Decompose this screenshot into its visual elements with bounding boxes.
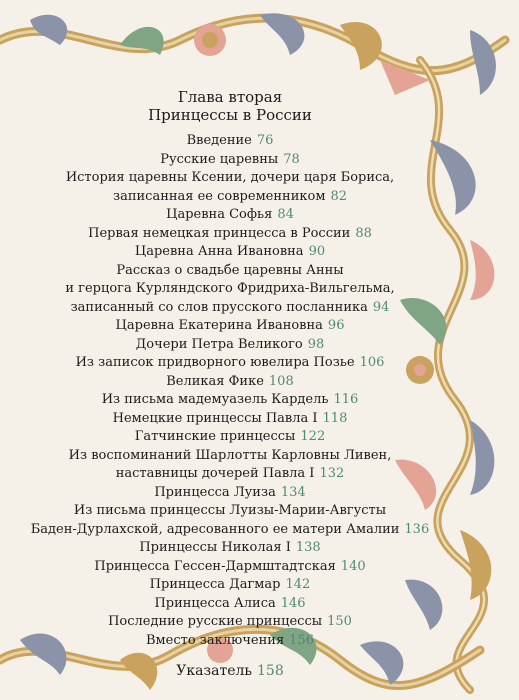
toc-entry-line xyxy=(30,539,430,558)
toc-entry-line xyxy=(30,317,430,336)
toc-entry-label: Царевна Анна Ивановна xyxy=(134,244,304,259)
toc-entry-label: Немецкие принцессы Павла I xyxy=(112,410,318,426)
toc-entry-label: Великая Фике xyxy=(166,373,264,389)
toc-entry-line xyxy=(30,465,430,484)
toc-entry-page: 150 xyxy=(327,614,352,629)
toc-entry-label: Вместо заключения xyxy=(146,632,285,648)
toc-entry-page: 142 xyxy=(285,577,311,592)
toc-entry-page: 76 xyxy=(256,133,274,148)
toc-entry-page: 106 xyxy=(359,355,385,370)
toc-entry-label: История царевны Ксении, дочери царя Бориса, xyxy=(65,170,395,185)
toc-entry-page: 82 xyxy=(330,188,347,204)
toc-entry-page: 78 xyxy=(283,151,300,167)
toc-entry-line xyxy=(30,188,430,207)
toc-entry-label: Баден-Дурлахской, адресованного ее матери Амалии xyxy=(30,521,400,537)
toc-entry-line xyxy=(30,225,430,244)
toc-entry-page: 140 xyxy=(340,558,366,574)
toc-entry-label: Из письма мадемуазель Кардель xyxy=(101,392,329,407)
toc-entry-page: 118 xyxy=(322,410,348,426)
toc-entry-line xyxy=(30,354,430,373)
toc-entry-line xyxy=(30,243,430,262)
toc-entry-page: 138 xyxy=(295,540,321,555)
toc-entry-line xyxy=(30,521,430,540)
toc-entry-line xyxy=(30,299,430,318)
toc-entry-label: Введение xyxy=(186,133,252,148)
toc-entry-label: Принцессы Николая I xyxy=(139,540,291,555)
toc-entry-line xyxy=(30,502,430,521)
toc-entry-line xyxy=(30,576,430,595)
toc-entry-line xyxy=(30,391,430,410)
toc-entry-label: Дочери Петра Великого xyxy=(135,336,303,352)
toc-entry-line xyxy=(30,447,430,466)
toc-entries xyxy=(30,132,430,650)
toc-entry-line xyxy=(30,595,430,614)
toc-entry-line xyxy=(30,151,430,170)
toc-entry-line xyxy=(30,169,430,188)
toc-entry-page: 96 xyxy=(327,318,345,333)
toc-entry-label: Принцесса Дагмар xyxy=(149,577,281,592)
toc-entry-page: 84 xyxy=(277,207,294,222)
toc-entry-line xyxy=(30,132,430,151)
toc-entry-page: 156 xyxy=(289,632,314,648)
toc-entry-page: 132 xyxy=(319,466,345,481)
toc-entry-page: 108 xyxy=(268,373,294,389)
chapter-heading xyxy=(30,88,430,124)
toc-entry-line xyxy=(30,410,430,429)
toc-entry-label: Из записок придворного ювелира Позье xyxy=(75,355,355,370)
toc-entry-label: Принцесса Гессен-Дармштадтская xyxy=(94,558,336,574)
toc-entry-label: Царевна Екатерина Ивановна xyxy=(115,318,323,333)
toc-entry-label: Первая немецкая принцесса в России xyxy=(88,225,351,241)
toc-entry-line xyxy=(30,262,430,281)
chapter-title: Принцессы в России xyxy=(148,106,312,124)
toc-entry-page: 90 xyxy=(308,244,326,259)
toc-entry-line xyxy=(30,336,430,355)
toc-entry-label: Из письма принцессы Луизы-Марии-Августы xyxy=(73,503,387,518)
toc-entry-label: записанный со слов прусского посланника xyxy=(70,299,368,315)
toc-entry-page: 134 xyxy=(280,484,306,500)
toc-entry-page: 122 xyxy=(300,429,326,444)
toc-entry-line xyxy=(30,484,430,503)
toc-entry-line xyxy=(30,632,430,651)
toc-entry-label: Принцесса Алиса xyxy=(154,595,276,611)
toc-entry-label: записанная ее современником xyxy=(113,188,326,204)
toc-entry-page: 146 xyxy=(280,595,306,611)
toc-entry-index xyxy=(30,662,430,681)
toc-entry-line xyxy=(30,428,430,447)
toc-entry-page: 88 xyxy=(355,225,372,241)
toc-entry-page: 98 xyxy=(307,336,325,352)
toc-entry-label: Гатчинские принцессы xyxy=(134,429,296,444)
toc-entry-page: 136 xyxy=(404,521,430,537)
toc-entry-line xyxy=(30,206,430,225)
chapter-number: Глава вторая xyxy=(177,88,283,106)
table-of-contents xyxy=(30,88,430,681)
toc-entry-label: и герцога Курляндского Фридриха-Вильгельма, xyxy=(65,281,395,296)
toc-entry-label: Из воспоминаний Шарлотты Карловны Ливен, xyxy=(68,447,392,463)
toc-entry-page: 116 xyxy=(333,392,359,407)
toc-entry-label: Указатель xyxy=(176,663,252,679)
toc-entry-label: Принцесса Луиза xyxy=(154,484,276,500)
toc-entry-line xyxy=(30,373,430,392)
toc-entry-line xyxy=(30,280,430,299)
toc-entry-line xyxy=(30,558,430,577)
toc-entry-label: Рассказ о свадьбе царевны Анны xyxy=(116,262,344,278)
toc-entry-label: Царевна Софья xyxy=(166,207,273,222)
toc-entry-label: Последние русские принцессы xyxy=(108,614,323,629)
toc-entry-label: наставницы дочерей Павла I xyxy=(115,466,315,481)
toc-entry-page: 94 xyxy=(372,299,390,315)
toc-entry-page: 158 xyxy=(257,663,284,679)
toc-entry-line xyxy=(30,613,430,632)
toc-entry-label: Русские царевны xyxy=(160,151,279,167)
